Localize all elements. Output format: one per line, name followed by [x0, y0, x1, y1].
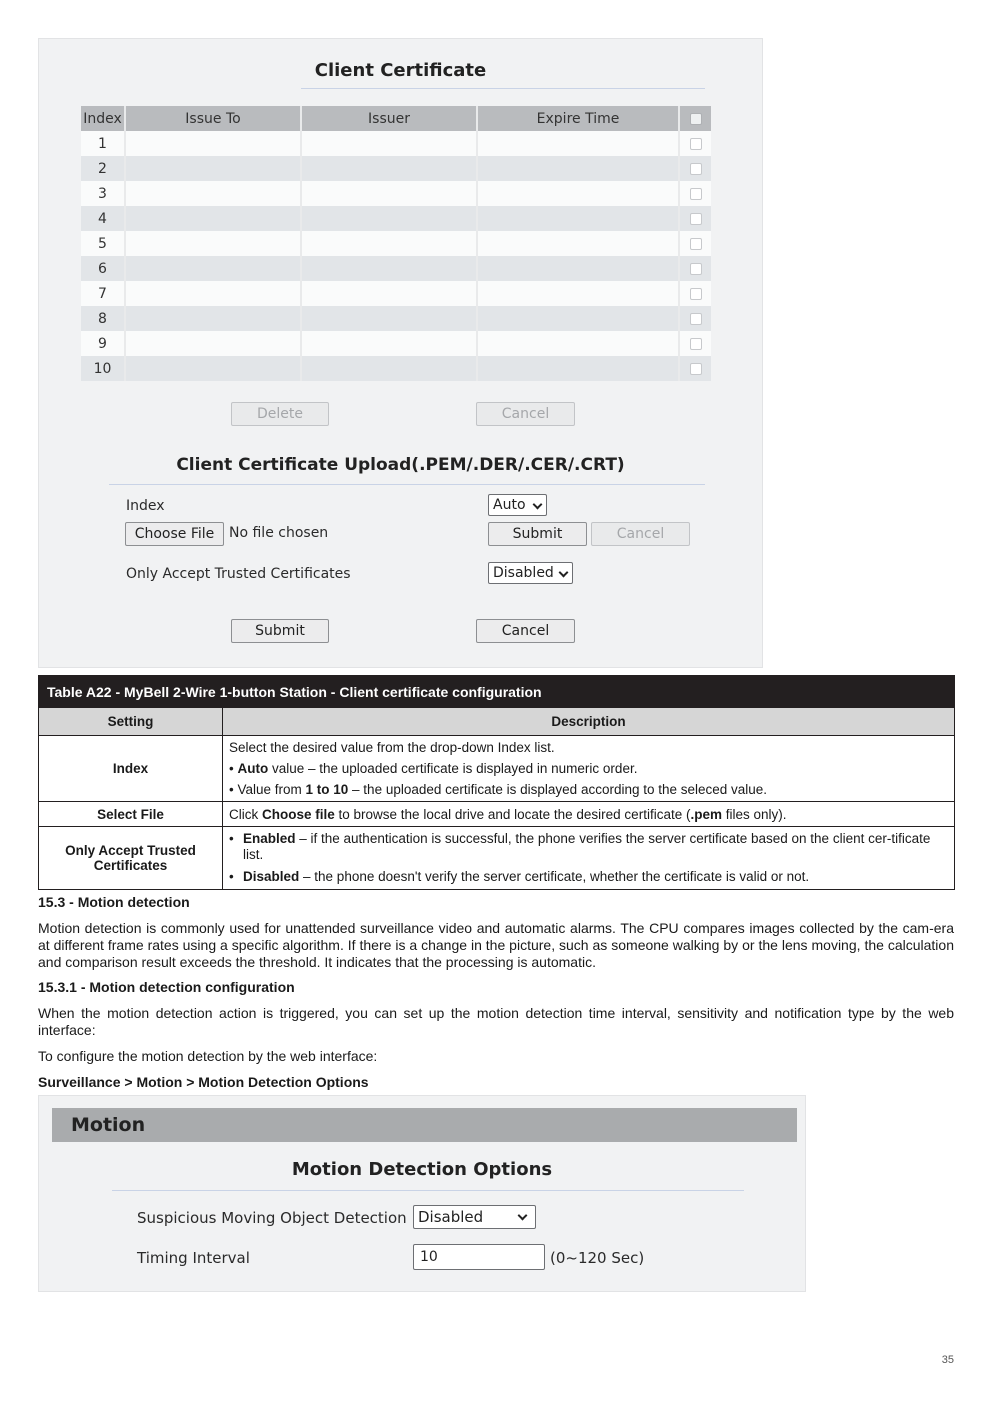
- motion-divider: [112, 1190, 744, 1191]
- row-checkbox[interactable]: [690, 363, 702, 375]
- chevron-down-icon: [518, 1211, 528, 1221]
- row-index: 1: [81, 131, 125, 156]
- trusted-certificates-label: Only Accept Trusted Certificates: [126, 566, 351, 582]
- upload-cancel-button[interactable]: Cancel: [591, 522, 690, 546]
- col-setting: Setting: [39, 708, 223, 736]
- setting-select-file: Select File: [39, 802, 223, 827]
- section-body-15-3-1: When the motion detection action is triggered, you can set up the motion detection time interval, sensitivity and notification type by the web interface:: [38, 1005, 954, 1038]
- timing-interval-unit: (0~120 Sec): [550, 1249, 645, 1267]
- row-index: 10: [81, 356, 125, 381]
- trusted-certificates-select[interactable]: Disabled: [488, 562, 573, 584]
- table-row: [81, 131, 711, 156]
- row-index: 5: [81, 231, 125, 256]
- row-checkbox[interactable]: [690, 338, 702, 350]
- index-label: Index: [126, 498, 165, 514]
- col-expire-time: Expire Time: [477, 106, 679, 131]
- motion-header-bar: [52, 1108, 797, 1142]
- section-body-15-3: Motion detection is commonly used for unattended surveillance video and automatic alarms. The CPU compares images collected by the cam-era at different frame rates using a specific algorithm. If there is a change in the picture, such as someone walking by or the lens moving, the calculation and comparison result exceeds the threshold. It indicates that the processing is automatic.: [38, 920, 954, 970]
- table-row: [81, 331, 711, 356]
- row-index: 3: [81, 181, 125, 206]
- client-certificate-screenshot: [38, 38, 763, 668]
- table-caption: Table A22 - MyBell 2-Wire 1-button Station - Client certificate configuration: [39, 676, 955, 708]
- navigation-path: Surveillance > Motion > Motion Detection Options: [38, 1074, 369, 1090]
- cancel-button-bottom[interactable]: Cancel: [476, 619, 575, 643]
- col-issue-to: Issue To: [125, 106, 301, 131]
- select-all-checkbox[interactable]: [690, 113, 702, 125]
- index-select[interactable]: Auto: [488, 494, 547, 516]
- row-index: 2: [81, 156, 125, 181]
- cancel-button[interactable]: Cancel: [476, 402, 575, 426]
- description-select-file: Click Choose file to browse the local drive and locate the desired certificate (.pem files only).: [223, 802, 955, 827]
- suspicious-detection-select[interactable]: Disabled: [413, 1205, 536, 1229]
- choose-file-button[interactable]: Choose File: [125, 522, 224, 546]
- setting-index: Index: [39, 736, 223, 802]
- table-row: [39, 827, 955, 890]
- suspicious-detection-label: Suspicious Moving Object Detection: [137, 1209, 407, 1227]
- section-heading-15-3-1: 15.3.1 - Motion detection configuration: [38, 979, 295, 995]
- no-file-chosen-text: No file chosen: [229, 525, 329, 541]
- row-checkbox[interactable]: [690, 313, 702, 325]
- title-divider: [301, 88, 705, 89]
- chevron-down-icon: [533, 500, 543, 510]
- chevron-down-icon: [559, 568, 569, 578]
- upload-submit-button[interactable]: Submit: [488, 522, 587, 546]
- client-certificate-title: Client Certificate: [314, 60, 487, 81]
- row-index: 6: [81, 256, 125, 281]
- row-index: 4: [81, 206, 125, 231]
- col-index: Index: [81, 106, 125, 131]
- description-index: Select the desired value from the drop-down Index list. • Auto value – the uploaded certificate is displayed in numeric order. • Value from 1 to 10 – the uploaded certificate is displayed according to the seleced value.: [223, 736, 955, 802]
- section-heading-15-3: 15.3 - Motion detection: [38, 894, 190, 910]
- table-row: [81, 281, 711, 306]
- setting-trusted-certificates: Only Accept Trusted Certificates: [39, 827, 223, 890]
- table-row: [81, 356, 711, 381]
- description-trusted-certificates: • Enabled – if the authentication is successful, the phone verifies the server certificate based on the client cer-tificate list. • Disabled – the phone doesn't verify the server certificate, whether the certificate is valid or not.: [223, 827, 955, 890]
- page-number: 35: [941, 1354, 954, 1366]
- row-checkbox[interactable]: [690, 138, 702, 150]
- table-row: [39, 802, 955, 827]
- row-index: 7: [81, 281, 125, 306]
- row-checkbox[interactable]: [690, 163, 702, 175]
- table-row: [81, 306, 711, 331]
- table-row: [81, 181, 711, 206]
- row-index: 8: [81, 306, 125, 331]
- row-checkbox[interactable]: [690, 213, 702, 225]
- submit-button[interactable]: Submit: [231, 619, 329, 643]
- row-checkbox[interactable]: [690, 288, 702, 300]
- table-row: [81, 231, 711, 256]
- motion-screenshot: [38, 1095, 806, 1292]
- table-row: [81, 206, 711, 231]
- upload-title: Client Certificate Upload(.PEM/.DER/.CER/.CRT): [176, 455, 625, 475]
- motion-header: Motion: [71, 1114, 146, 1136]
- table-row: [81, 256, 711, 281]
- timing-interval-label: Timing Interval: [137, 1249, 250, 1267]
- upload-divider: [109, 484, 705, 485]
- row-index: 9: [81, 331, 125, 356]
- timing-interval-input[interactable]: 10: [413, 1244, 545, 1270]
- certificate-table: [81, 106, 711, 381]
- row-checkbox[interactable]: [690, 238, 702, 250]
- col-description: Description: [223, 708, 955, 736]
- row-checkbox[interactable]: [690, 188, 702, 200]
- select-all-checkbox-cell[interactable]: [679, 106, 711, 131]
- row-checkbox[interactable]: [690, 263, 702, 275]
- instruction-text: To configure the motion detection by the web interface:: [38, 1048, 378, 1064]
- table-row: [81, 156, 711, 181]
- motion-detection-title: Motion Detection Options: [291, 1159, 553, 1180]
- client-certificate-config-table: [38, 675, 955, 890]
- col-issuer: Issuer: [301, 106, 477, 131]
- delete-button[interactable]: Delete: [231, 402, 329, 426]
- table-row: [39, 736, 955, 802]
